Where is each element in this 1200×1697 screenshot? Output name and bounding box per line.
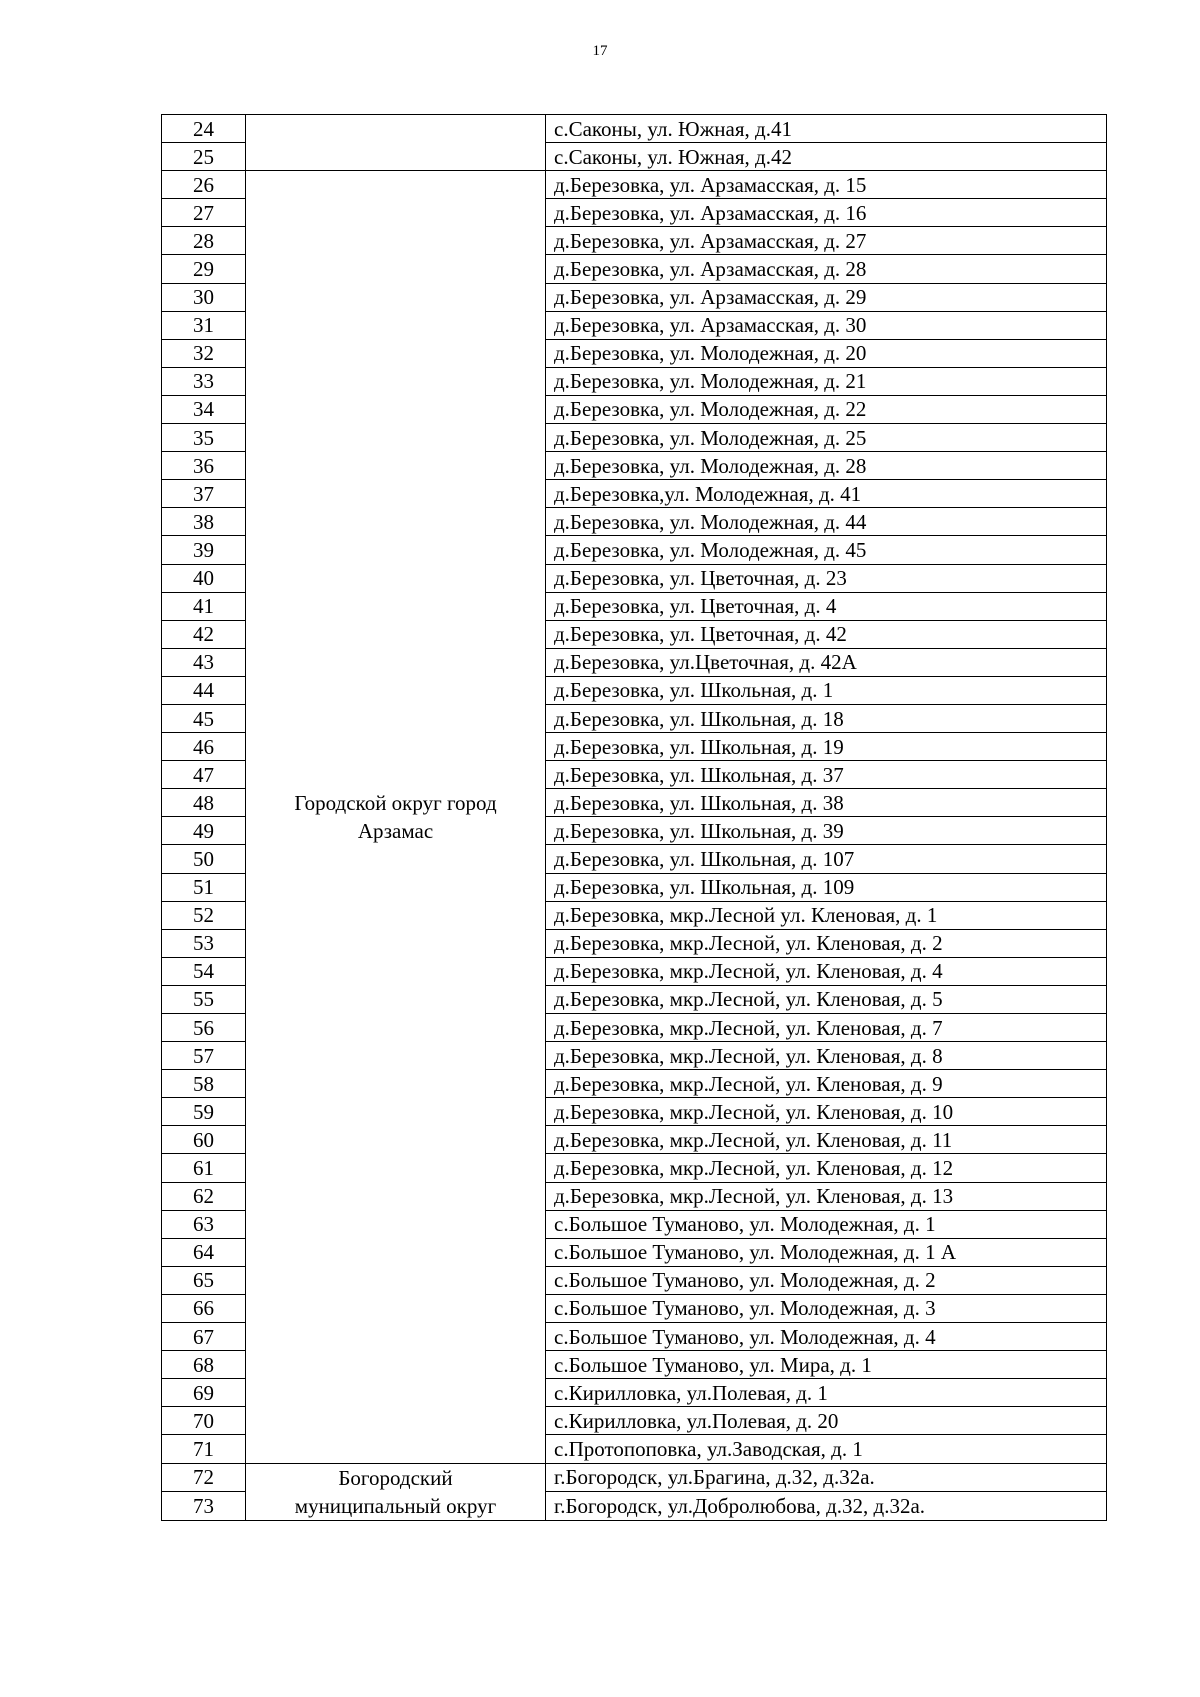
address-cell: д.Березовка, ул. Молодежная, д. 22 xyxy=(546,395,1107,423)
row-number-cell: 36 xyxy=(162,452,246,480)
row-number-cell: 49 xyxy=(162,817,246,845)
row-number-cell: 46 xyxy=(162,733,246,761)
address-cell: д.Березовка, мкр.Лесной, ул. Кленовая, д. 9 xyxy=(546,1070,1107,1098)
row-number-cell: 68 xyxy=(162,1351,246,1379)
address-cell: д.Березовка, ул. Молодежная, д. 21 xyxy=(546,367,1107,395)
address-cell: с.Большое Туманово, ул. Молодежная, д. 3 xyxy=(546,1294,1107,1322)
row-number-cell: 71 xyxy=(162,1435,246,1463)
address-cell: с.Саконы, ул. Южная, д.41 xyxy=(546,115,1107,143)
address-cell: д.Березовка, ул. Школьная, д. 39 xyxy=(546,817,1107,845)
address-cell: д.Березовка, ул. Цветочная, д. 42 xyxy=(546,620,1107,648)
address-cell: с.Протопоповка, ул.Заводская, д. 1 xyxy=(546,1435,1107,1463)
row-number-cell: 69 xyxy=(162,1379,246,1407)
row-number-cell: 45 xyxy=(162,704,246,732)
address-cell: с.Кирилловка, ул.Полевая, д. 1 xyxy=(546,1379,1107,1407)
address-cell: д.Березовка, ул. Школьная, д. 19 xyxy=(546,733,1107,761)
address-cell: д.Березовка, ул. Молодежная, д. 20 xyxy=(546,339,1107,367)
address-cell: д.Березовка, мкр.Лесной ул. Кленовая, д. 1 xyxy=(546,901,1107,929)
row-number-cell: 39 xyxy=(162,536,246,564)
address-cell: д.Березовка, мкр.Лесной, ул. Кленовая, д. 2 xyxy=(546,929,1107,957)
district-cell xyxy=(246,115,546,171)
row-number-cell: 35 xyxy=(162,424,246,452)
row-number-cell: 31 xyxy=(162,311,246,339)
address-cell: с.Саконы, ул. Южная, д.42 xyxy=(546,143,1107,171)
address-cell: д.Березовка, ул. Арзамасская, д. 29 xyxy=(546,283,1107,311)
row-number-cell: 33 xyxy=(162,367,246,395)
address-cell: с.Кирилловка, ул.Полевая, д. 20 xyxy=(546,1407,1107,1435)
address-cell: д.Березовка, ул. Школьная, д. 38 xyxy=(546,789,1107,817)
address-table-body xyxy=(162,115,1107,1521)
address-cell: д.Березовка, ул. Школьная, д. 107 xyxy=(546,845,1107,873)
row-number-cell: 47 xyxy=(162,761,246,789)
address-cell: д.Березовка, мкр.Лесной, ул. Кленовая, д. 12 xyxy=(546,1154,1107,1182)
row-number-cell: 56 xyxy=(162,1014,246,1042)
district-cell xyxy=(246,171,546,1463)
row-number-cell: 42 xyxy=(162,620,246,648)
address-cell: д.Березовка, мкр.Лесной, ул. Кленовая, д. 4 xyxy=(546,957,1107,985)
row-number-cell: 70 xyxy=(162,1407,246,1435)
row-number-cell: 32 xyxy=(162,339,246,367)
row-number-cell: 52 xyxy=(162,901,246,929)
row-number-cell: 65 xyxy=(162,1266,246,1294)
address-cell: д.Березовка, ул. Арзамасская, д. 27 xyxy=(546,227,1107,255)
address-cell: д.Березовка, ул. Цветочная, д. 23 xyxy=(546,564,1107,592)
row-number-cell: 48 xyxy=(162,789,246,817)
row-number-cell: 34 xyxy=(162,395,246,423)
row-number-cell: 27 xyxy=(162,199,246,227)
table-row xyxy=(162,1463,1107,1492)
address-cell: д.Березовка,ул. Молодежная, д. 41 xyxy=(546,480,1107,508)
row-number-cell: 64 xyxy=(162,1238,246,1266)
district-name-line: Арзамас xyxy=(357,818,434,843)
row-number-cell: 53 xyxy=(162,929,246,957)
address-cell: д.Березовка, ул. Школьная, д. 37 xyxy=(546,761,1107,789)
row-number-cell: 62 xyxy=(162,1182,246,1210)
row-number-cell: 37 xyxy=(162,480,246,508)
address-cell: д.Березовка, ул. Школьная, д. 109 xyxy=(546,873,1107,901)
page-number: 17 xyxy=(592,43,608,59)
district-name-line: муниципальный округ xyxy=(294,1493,497,1518)
row-number-cell: 43 xyxy=(162,648,246,676)
row-number-cell: 61 xyxy=(162,1154,246,1182)
address-cell: д.Березовка, мкр.Лесной, ул. Кленовая, д. 11 xyxy=(546,1126,1107,1154)
address-cell: г.Богородск, ул.Брагина, д.32, д.32а. xyxy=(546,1463,1107,1492)
row-number-cell: 58 xyxy=(162,1070,246,1098)
row-number-cell: 50 xyxy=(162,845,246,873)
address-cell: д.Березовка, ул. Арзамасская, д. 16 xyxy=(546,199,1107,227)
row-number-cell: 67 xyxy=(162,1323,246,1351)
address-cell: д.Березовка, ул. Арзамасская, д. 28 xyxy=(546,255,1107,283)
address-cell: г.Богородск, ул.Добролюбова, д.32, д.32а. xyxy=(546,1492,1107,1521)
row-number-cell: 57 xyxy=(162,1042,246,1070)
district-name-line: Богородский xyxy=(338,1465,453,1490)
table-row xyxy=(162,171,1107,199)
row-number-cell: 28 xyxy=(162,227,246,255)
address-cell: с.Большое Туманово, ул. Молодежная, д. 2 xyxy=(546,1266,1107,1294)
address-cell: д.Березовка, ул. Арзамасская, д. 30 xyxy=(546,311,1107,339)
address-cell: д.Березовка, ул. Молодежная, д. 28 xyxy=(546,452,1107,480)
row-number-cell: 54 xyxy=(162,957,246,985)
row-number-cell: 38 xyxy=(162,508,246,536)
district-name-line: Городской округ город xyxy=(294,790,497,815)
address-table xyxy=(161,114,1107,1521)
row-number-cell: 26 xyxy=(162,171,246,199)
address-cell: д.Березовка, ул. Молодежная, д. 45 xyxy=(546,536,1107,564)
row-number-cell: 60 xyxy=(162,1126,246,1154)
row-number-cell: 41 xyxy=(162,592,246,620)
row-number-cell: 72 xyxy=(162,1463,246,1492)
row-number-cell: 29 xyxy=(162,255,246,283)
row-number-cell: 40 xyxy=(162,564,246,592)
row-number-cell: 51 xyxy=(162,873,246,901)
row-number-cell: 30 xyxy=(162,283,246,311)
address-cell: д.Березовка, мкр.Лесной, ул. Кленовая, д. 8 xyxy=(546,1042,1107,1070)
address-cell: д.Березовка, ул. Молодежная, д. 25 xyxy=(546,424,1107,452)
address-cell: д.Березовка, мкр.Лесной, ул. Кленовая, д. 13 xyxy=(546,1182,1107,1210)
row-number-cell: 25 xyxy=(162,143,246,171)
address-cell: д.Березовка, ул. Цветочная, д. 4 xyxy=(546,592,1107,620)
row-number-cell: 59 xyxy=(162,1098,246,1126)
row-number-cell: 63 xyxy=(162,1210,246,1238)
row-number-cell: 44 xyxy=(162,676,246,704)
address-cell: с.Большое Туманово, ул. Молодежная, д. 1 xyxy=(546,1210,1107,1238)
address-cell: д.Березовка, ул. Молодежная, д. 44 xyxy=(546,508,1107,536)
address-cell: с.Большое Туманово, ул. Молодежная, д. 1 А xyxy=(546,1238,1107,1266)
address-cell: д.Березовка, ул. Школьная, д. 1 xyxy=(546,676,1107,704)
address-cell: д.Березовка, мкр.Лесной, ул. Кленовая, д. 5 xyxy=(546,985,1107,1013)
address-cell: д.Березовка, ул.Цветочная, д. 42А xyxy=(546,648,1107,676)
row-number-cell: 73 xyxy=(162,1492,246,1521)
district-cell xyxy=(246,1463,546,1520)
row-number-cell: 24 xyxy=(162,115,246,143)
address-cell: с.Большое Туманово, ул. Мира, д. 1 xyxy=(546,1351,1107,1379)
address-cell: д.Березовка, мкр.Лесной, ул. Кленовая, д. 10 xyxy=(546,1098,1107,1126)
table-row xyxy=(162,115,1107,143)
address-cell: д.Березовка, ул. Школьная, д. 18 xyxy=(546,704,1107,732)
address-cell: д.Березовка, ул. Арзамасская, д. 15 xyxy=(546,171,1107,199)
address-cell: д.Березовка, мкр.Лесной, ул. Кленовая, д. 7 xyxy=(546,1014,1107,1042)
row-number-cell: 66 xyxy=(162,1294,246,1322)
row-number-cell: 55 xyxy=(162,985,246,1013)
address-cell: с.Большое Туманово, ул. Молодежная, д. 4 xyxy=(546,1323,1107,1351)
